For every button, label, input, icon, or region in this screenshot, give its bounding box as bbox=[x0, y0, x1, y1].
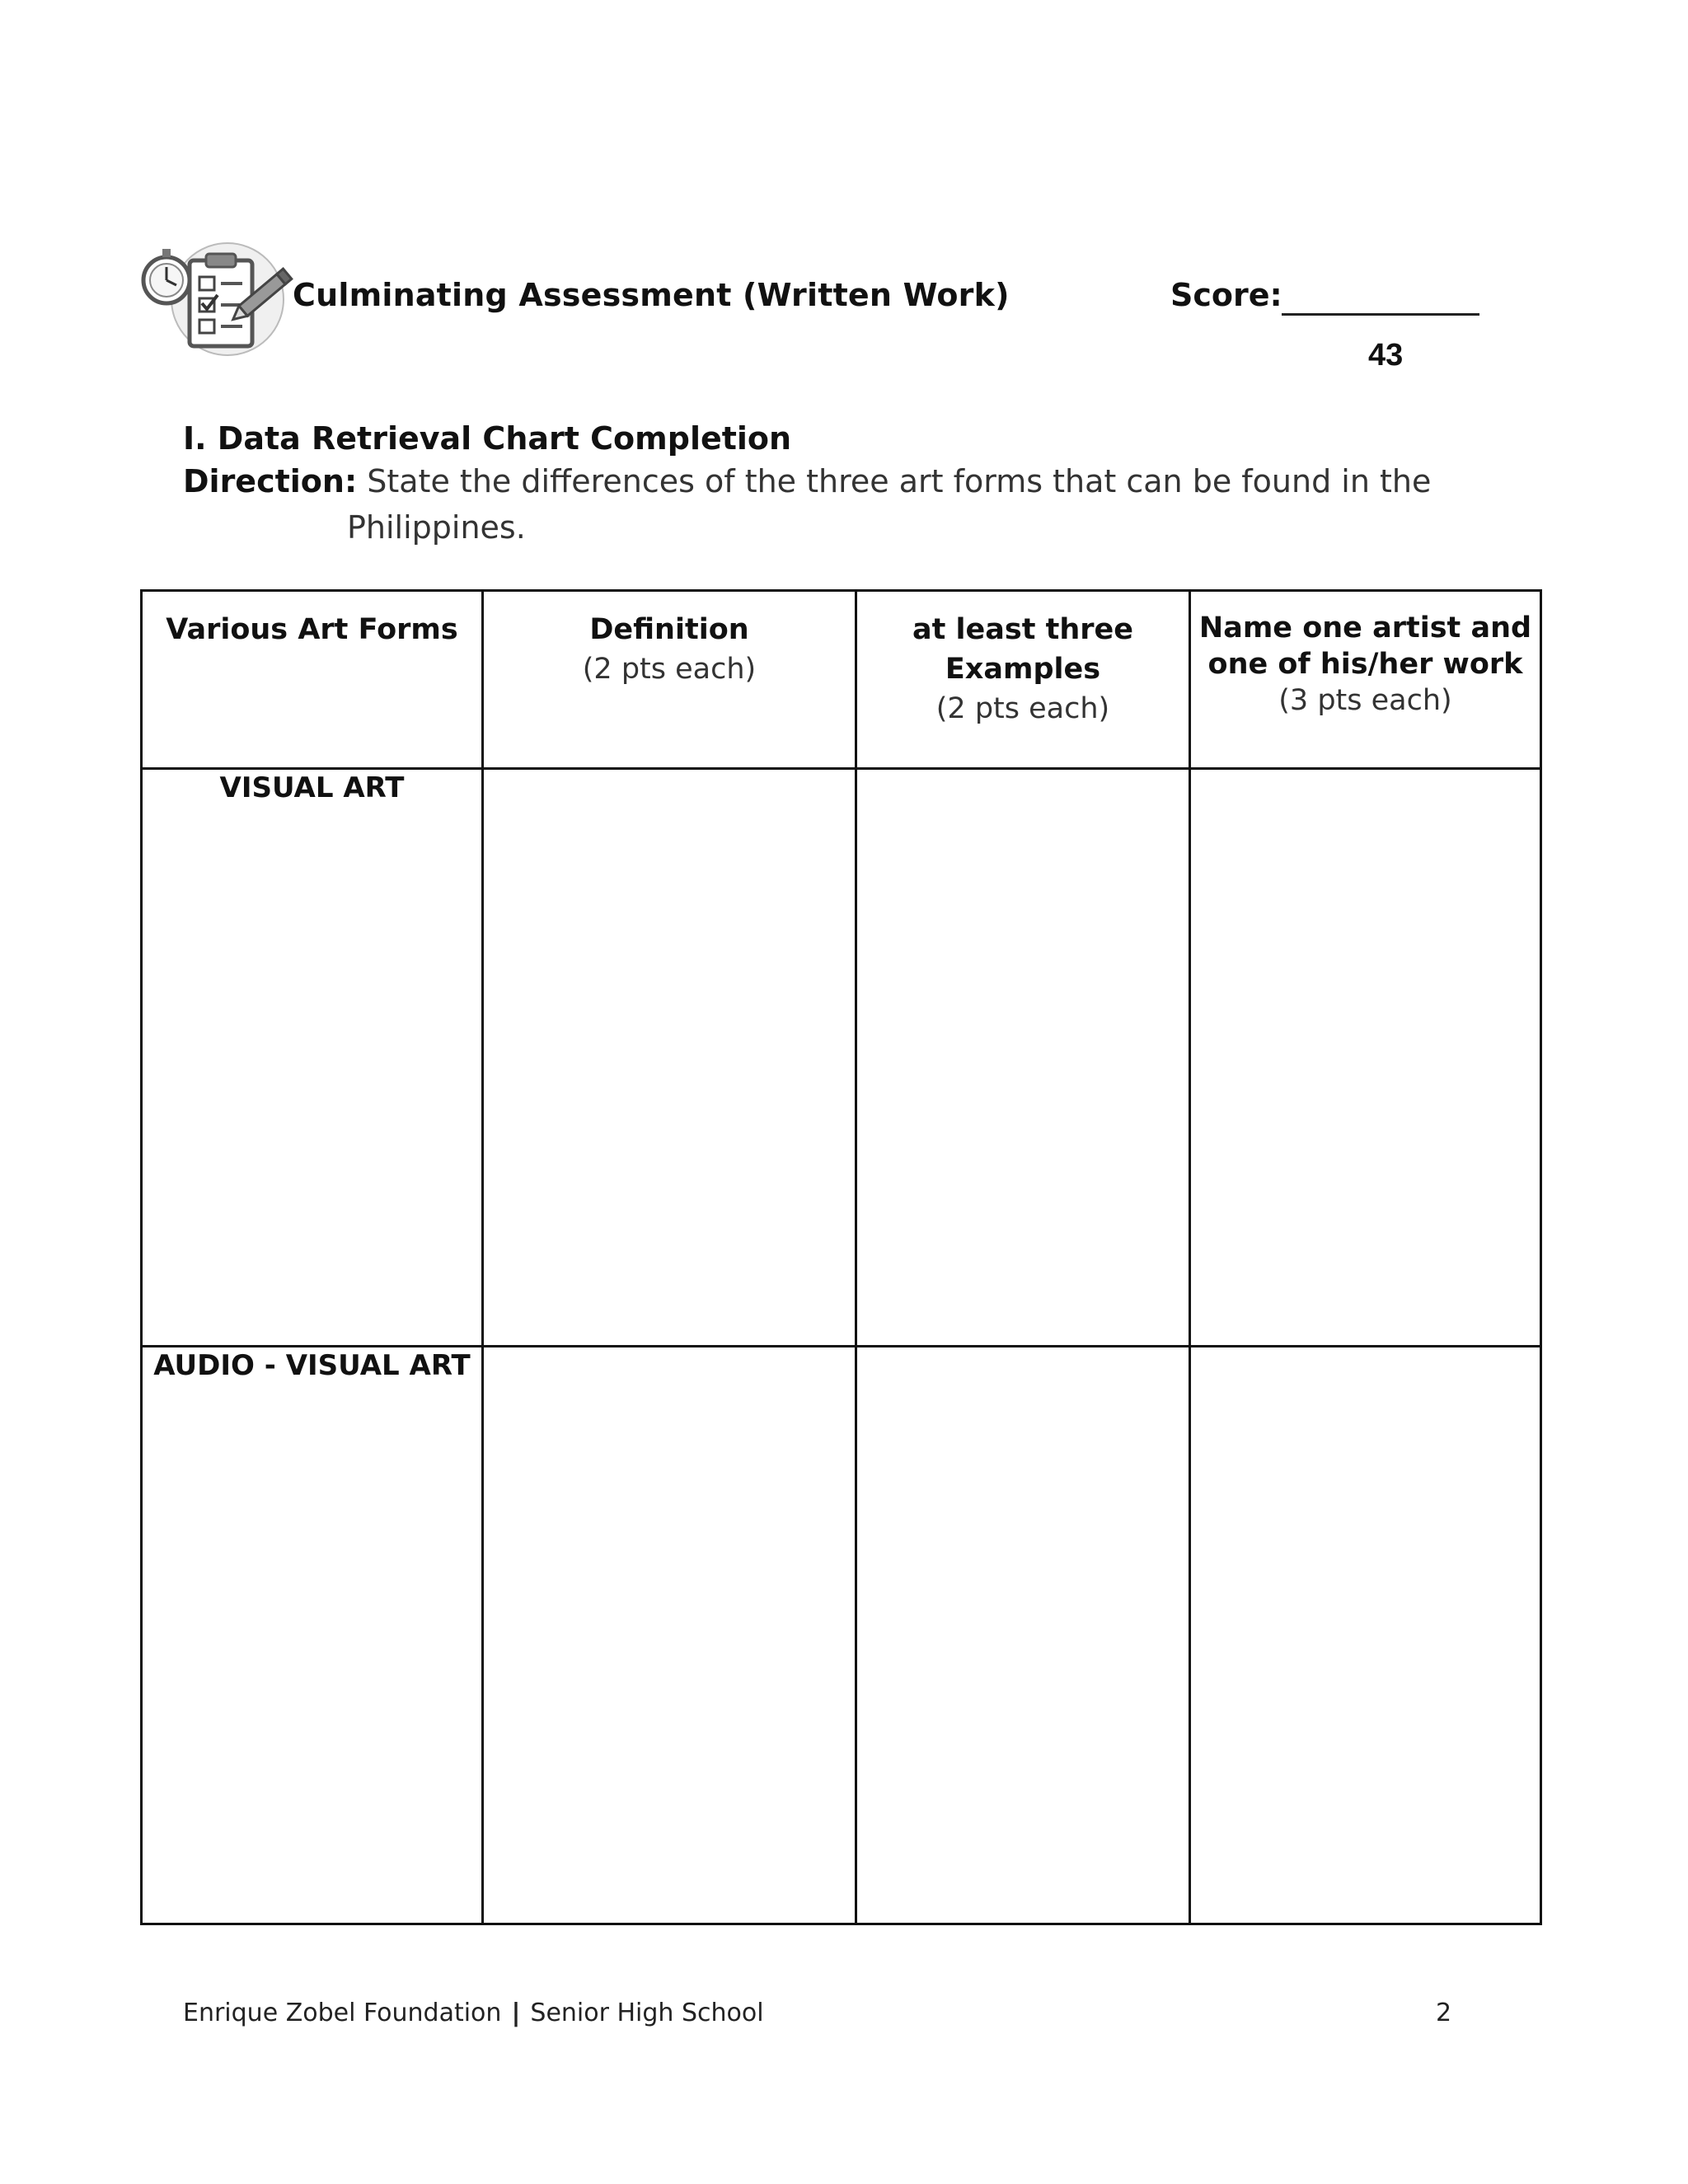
header-examples-label-line2: Examples bbox=[945, 653, 1101, 686]
footer-school bbox=[183, 1999, 764, 2027]
direction-text: State the differences of the three art forms that can be found in the bbox=[367, 463, 1432, 499]
data-retrieval-chart bbox=[140, 589, 1542, 1925]
table-header-row bbox=[142, 591, 1541, 769]
header-artist-label-line1: Name one artist and bbox=[1198, 612, 1532, 644]
row-label-cell bbox=[142, 1347, 483, 1924]
answer-cell-examples[interactable] bbox=[856, 769, 1190, 1347]
score-label: Score: bbox=[1170, 277, 1282, 313]
answer-cell-definition[interactable] bbox=[483, 1347, 856, 1924]
score-blank-line[interactable] bbox=[1282, 313, 1479, 316]
header-artist-points: (3 pts each) bbox=[1278, 684, 1452, 717]
clipboard-checklist-stopwatch-icon bbox=[138, 237, 303, 361]
footer-level: Senior High School bbox=[530, 1999, 764, 2027]
header-definition-label: Definition bbox=[589, 613, 749, 646]
score-total: 43 bbox=[1368, 338, 1404, 373]
answer-cell-artist[interactable] bbox=[1190, 1347, 1541, 1924]
header-art-forms bbox=[142, 591, 483, 769]
direction-text-continued: Philippines. bbox=[347, 509, 526, 546]
page-number: 2 bbox=[1436, 1999, 1452, 2027]
row-label-cell bbox=[142, 769, 483, 1347]
header-art-forms-label: Various Art Forms bbox=[166, 613, 458, 646]
row-label-visual-art: VISUAL ART bbox=[219, 771, 405, 804]
header-examples bbox=[856, 591, 1190, 769]
direction bbox=[183, 458, 1469, 504]
answer-cell-definition[interactable] bbox=[483, 769, 856, 1347]
table-row bbox=[142, 1347, 1541, 1924]
footer-foundation: Enrique Zobel Foundation bbox=[183, 1999, 502, 2027]
header-examples-points: (2 pts each) bbox=[935, 692, 1110, 725]
header-definition bbox=[483, 591, 856, 769]
table-row bbox=[142, 769, 1541, 1347]
row-label-audio-visual-art: AUDIO - VISUAL ART bbox=[153, 1349, 471, 1382]
section-title: I. Data Retrieval Chart Completion bbox=[183, 420, 792, 457]
footer-separator: | bbox=[511, 1999, 521, 2027]
answer-cell-artist[interactable] bbox=[1190, 769, 1541, 1347]
direction-label: Direction: bbox=[183, 463, 358, 499]
answer-cell-examples[interactable] bbox=[856, 1347, 1190, 1924]
header-definition-points: (2 pts each) bbox=[582, 653, 757, 686]
header-examples-label-line1: at least three bbox=[912, 613, 1134, 646]
header-artist bbox=[1190, 591, 1541, 769]
header-artist-label-line2: one of his/her work bbox=[1207, 648, 1523, 681]
assessment-title: Culminating Assessment (Written Work) bbox=[293, 277, 1010, 313]
